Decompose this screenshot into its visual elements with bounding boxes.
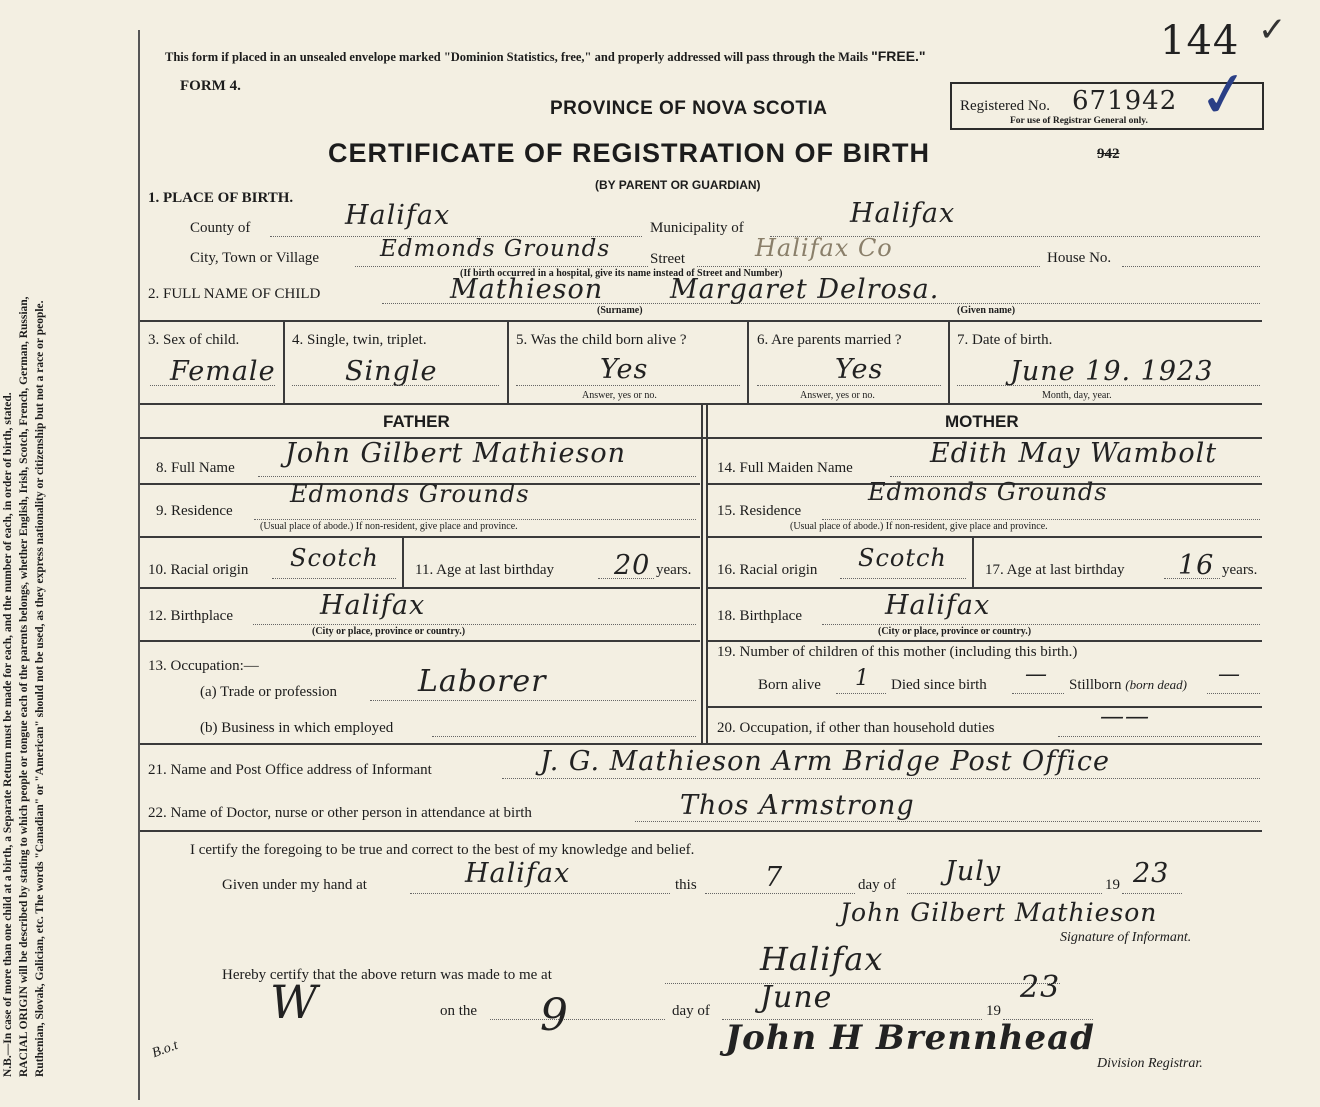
informant-label: 21. Name and Post Office address of Informant — [148, 762, 432, 778]
doctor-value: Thos Armstrong — [680, 790, 915, 821]
born-alive-note: Answer, yes or no. — [582, 390, 657, 401]
hospital-note: (If birth occurred in a hospital, give its name instead of Street and Number) — [460, 268, 783, 279]
mother-birthplace-line — [822, 624, 1260, 625]
day-line — [705, 893, 855, 894]
registrar-note: For use of Registrar General only. — [1010, 116, 1148, 126]
mother-birthplace-label: 18. Birthplace — [717, 608, 802, 624]
corner-annotation: 144 — [1160, 18, 1240, 64]
city-label: City, Town or Village — [190, 250, 320, 266]
cell-divider-4 — [948, 321, 950, 403]
father-age-value: 20 — [614, 550, 651, 581]
father-residence-note: (Usual place of abode.) If non-resident, give place and province. — [260, 521, 518, 532]
stillborn-line — [1207, 693, 1260, 694]
on-the-label: on the — [440, 1003, 478, 1019]
this-label: this — [675, 877, 697, 893]
father-racial-label: 10. Racial origin — [148, 562, 249, 578]
married-note: Answer, yes or no. — [800, 390, 875, 401]
father-name-value: John Gilbert Mathieson — [285, 438, 626, 469]
registrar-place-line — [665, 983, 1060, 984]
reg-month-value: June — [760, 980, 833, 1015]
given-under-label: Given under my hand at — [222, 877, 367, 893]
informant-signature: John Gilbert Mathieson — [840, 898, 1158, 927]
mother-heading: MOTHER — [945, 412, 1019, 431]
father-birthplace-note: (City or place, province or country.) — [312, 626, 466, 637]
registered-number: 671942 — [1072, 86, 1178, 116]
house-label: House No. — [1047, 250, 1112, 266]
mother-birthplace-note: (City or place, province or country.) — [878, 626, 1032, 637]
dob-label: 7. Date of birth. — [957, 332, 1053, 348]
day-of-label: day of — [858, 877, 896, 893]
informant-value: J. G. Mathieson Arm Bridge Post Office — [540, 746, 1110, 777]
mother-racial-line — [840, 578, 966, 579]
mother-years-label: years. — [1222, 562, 1258, 578]
father-birthplace-label: 12. Birthplace — [148, 608, 233, 624]
mother-residence-line — [822, 519, 1260, 520]
father-trade-label: (a) Trade or profession — [200, 684, 338, 700]
father-rule-3 — [140, 587, 700, 589]
registered-label: Registered No. — [960, 98, 1050, 114]
mother-racial-divider — [972, 537, 974, 587]
street-line — [697, 266, 1040, 267]
mother-name-value: Edith May Wambolt — [930, 438, 1218, 469]
born-alive-count-line — [836, 693, 886, 694]
father-age-label: 11. Age at last birthday — [415, 562, 554, 578]
mother-name-label: 14. Full Maiden Name — [717, 460, 853, 476]
father-occupation-label: 13. Occupation:— — [148, 658, 259, 674]
father-residence-label: 9. Residence — [156, 503, 233, 519]
father-trade-line — [370, 700, 696, 701]
margin-notes — [0, 7, 48, 1077]
mother-residence-note: (Usual place of abode.) If non-resident, give place and province. — [790, 521, 1048, 532]
sex-label: 3. Sex of child. — [148, 332, 240, 348]
father-racial-divider — [402, 537, 404, 587]
reg-day-value: 9 — [540, 990, 569, 1041]
mother-rule-4 — [708, 640, 1262, 642]
informant-signature-label: Signature of Informant. — [1060, 930, 1192, 945]
binding-margin-line — [138, 30, 140, 1100]
county-value: Halifax — [345, 200, 451, 231]
plurality-value: Single — [345, 356, 438, 387]
given-place-line — [410, 893, 670, 894]
mother-name-line — [890, 476, 1260, 477]
mother-occupation-value: —— — [1100, 702, 1150, 730]
place-of-birth-heading: 1. PLACE OF BIRTH. — [148, 190, 294, 206]
father-racial-line — [272, 578, 396, 579]
month-line — [907, 893, 1102, 894]
doctor-label: 22. Name of Doctor, nurse or other person in attendance at birth — [148, 805, 532, 821]
father-birthplace-line — [253, 624, 696, 625]
month-value: July — [945, 856, 1002, 887]
married-label: 6. Are parents married ? — [757, 332, 902, 348]
county-label: County of — [190, 220, 251, 236]
reg-year-value: 23 — [1020, 970, 1061, 1005]
father-mother-divider — [701, 405, 703, 743]
registrar-signature-label: Division Registrar. — [1097, 1056, 1203, 1071]
check-mark-icon: ✓ — [1193, 54, 1255, 135]
page-subtitle: (BY PARENT OR GUARDIAN) — [595, 178, 761, 192]
plurality-label: 4. Single, twin, triplet. — [292, 332, 427, 348]
dob-value: June 19. 1923 — [1010, 356, 1214, 387]
stillborn-value: — — [1218, 662, 1241, 687]
municipality-value: Halifax — [850, 198, 956, 229]
plurality-line — [292, 385, 499, 386]
reg-day-of-label: day of — [672, 1003, 710, 1019]
mother-rule-5 — [708, 706, 1262, 708]
child-surname-value: Mathieson — [450, 274, 604, 305]
born-alive-line — [516, 385, 740, 386]
father-residence-line — [254, 519, 696, 520]
day-value: 7 — [765, 862, 784, 893]
mother-racial-label: 16. Racial origin — [717, 562, 818, 578]
margin-note-3: RACIAL ORIGIN will be described by stating to which people or tongue each of the parents belongs, whether English, Irish, Scotch, French, German, Russian, — [18, 296, 30, 1077]
registrar-signature: John H Brennhead — [725, 1018, 1095, 1058]
father-years-label: years. — [656, 562, 692, 578]
street-value: Halifax Co — [755, 234, 893, 262]
rule-above-certification — [140, 830, 1262, 832]
dob-note: Month, day, year. — [1042, 390, 1112, 401]
registrar-certify-text: Hereby certify that the above return was made to me at — [222, 967, 552, 983]
mail-notice: This form if placed in an unsealed envelope marked "Dominion Statistics, free," and properly addressed will pass through the Mails "FREE." — [165, 48, 926, 64]
died-count-value: — — [1025, 662, 1048, 687]
page-title: CERTIFICATE OF REGISTRATION OF BIRTH — [328, 138, 930, 168]
born-alive-label: 5. Was the child born alive ? — [516, 332, 687, 348]
sex-line — [150, 385, 275, 386]
surname-note: (Surname) — [597, 305, 643, 316]
child-given-value: Margaret Delrosa. — [670, 274, 940, 305]
year-line — [1122, 893, 1182, 894]
mother-rule-2 — [708, 536, 1262, 538]
father-name-label: 8. Full Name — [156, 460, 235, 476]
father-name-line — [258, 476, 696, 477]
registrar-initials: W — [270, 975, 319, 1029]
certify-text: I certify the foregoing to be true and correct to the best of my knowledge and belief. — [190, 842, 695, 858]
mother-occupation-label: 20. Occupation, if other than household duties — [717, 720, 995, 736]
city-line — [355, 266, 648, 267]
cell-divider-2 — [507, 321, 509, 403]
father-residence-value: Edmonds Grounds — [290, 480, 530, 508]
doctor-line — [635, 821, 1260, 822]
child-name-label: 2. FULL NAME OF CHILD — [148, 286, 321, 302]
father-rule-2 — [140, 536, 700, 538]
year-value: 23 — [1133, 858, 1170, 889]
rule-above-informant — [140, 743, 1262, 745]
died-count-line — [1012, 693, 1064, 694]
mother-residence-value: Edmonds Grounds — [868, 478, 1108, 506]
margin-note-4: Ruthenian, Slovak, Galician, etc. The words "Canadian" or "American" should not be used, as they express nationality or citizenship but not a race or people. — [34, 300, 46, 1077]
mother-age-label: 17. Age at last birthday — [985, 562, 1125, 578]
cell-divider-3 — [747, 321, 749, 403]
municipality-label: Municipality of — [650, 220, 744, 236]
father-business-label: (b) Business in which employed — [200, 720, 394, 736]
rule-above-child-details — [140, 320, 1262, 322]
father-birthplace-value: Halifax — [320, 590, 426, 621]
father-trade-value: Laborer — [418, 664, 547, 699]
tick-mark-icon: ✓ — [1258, 10, 1287, 50]
father-racial-value: Scotch — [290, 544, 379, 572]
stillborn-label: Stillborn (born dead) — [1069, 677, 1188, 693]
mother-residence-label: 15. Residence — [717, 503, 802, 519]
mother-racial-value: Scotch — [858, 544, 947, 572]
father-business-line — [432, 736, 696, 737]
born-alive-count-label: Born alive — [758, 677, 821, 693]
mother-birthplace-value: Halifax — [885, 590, 991, 621]
city-value: Edmonds Grounds — [380, 236, 611, 262]
informant-line — [502, 778, 1260, 779]
died-count-label: Died since birth — [891, 677, 987, 693]
married-value: Yes — [835, 354, 884, 385]
mother-rule-3 — [708, 587, 1262, 589]
registrar-place-value: Halifax — [760, 940, 884, 978]
dob-line — [957, 385, 1260, 386]
married-line — [757, 385, 941, 386]
children-count-label: 19. Number of children of this mother (including this birth.) — [717, 644, 1078, 660]
father-heading: FATHER — [383, 412, 450, 431]
born-alive-count-value: 1 — [855, 666, 870, 691]
given-note: (Given name) — [957, 305, 1016, 316]
given-place-value: Halifax — [465, 858, 571, 889]
father-mother-divider-2 — [706, 405, 708, 743]
form-number: FORM 4. — [180, 78, 241, 94]
sex-value: Female — [170, 356, 276, 387]
year-prefix: 19 — [1105, 877, 1120, 893]
mother-age-value: 16 — [1178, 550, 1215, 581]
born-alive-value: Yes — [600, 354, 649, 385]
reg-year-prefix: 19 — [986, 1003, 1001, 1019]
struck-number: 942 — [1097, 146, 1120, 162]
mother-occupation-line — [1058, 736, 1260, 737]
street-label: Street — [650, 251, 685, 267]
cell-divider-1 — [283, 321, 285, 403]
margin-note-2: N.B.—In case of more than one child at a birth, a Separate Return must be made for each, and the number of each, in order of birth, stated. — [2, 392, 14, 1077]
reg-day-line — [490, 1019, 665, 1020]
margin-initials: B.o.t — [150, 1037, 181, 1062]
province-heading: PROVINCE OF NOVA SCOTIA — [550, 98, 828, 119]
house-line — [1122, 266, 1260, 267]
father-rule-4 — [140, 640, 700, 642]
